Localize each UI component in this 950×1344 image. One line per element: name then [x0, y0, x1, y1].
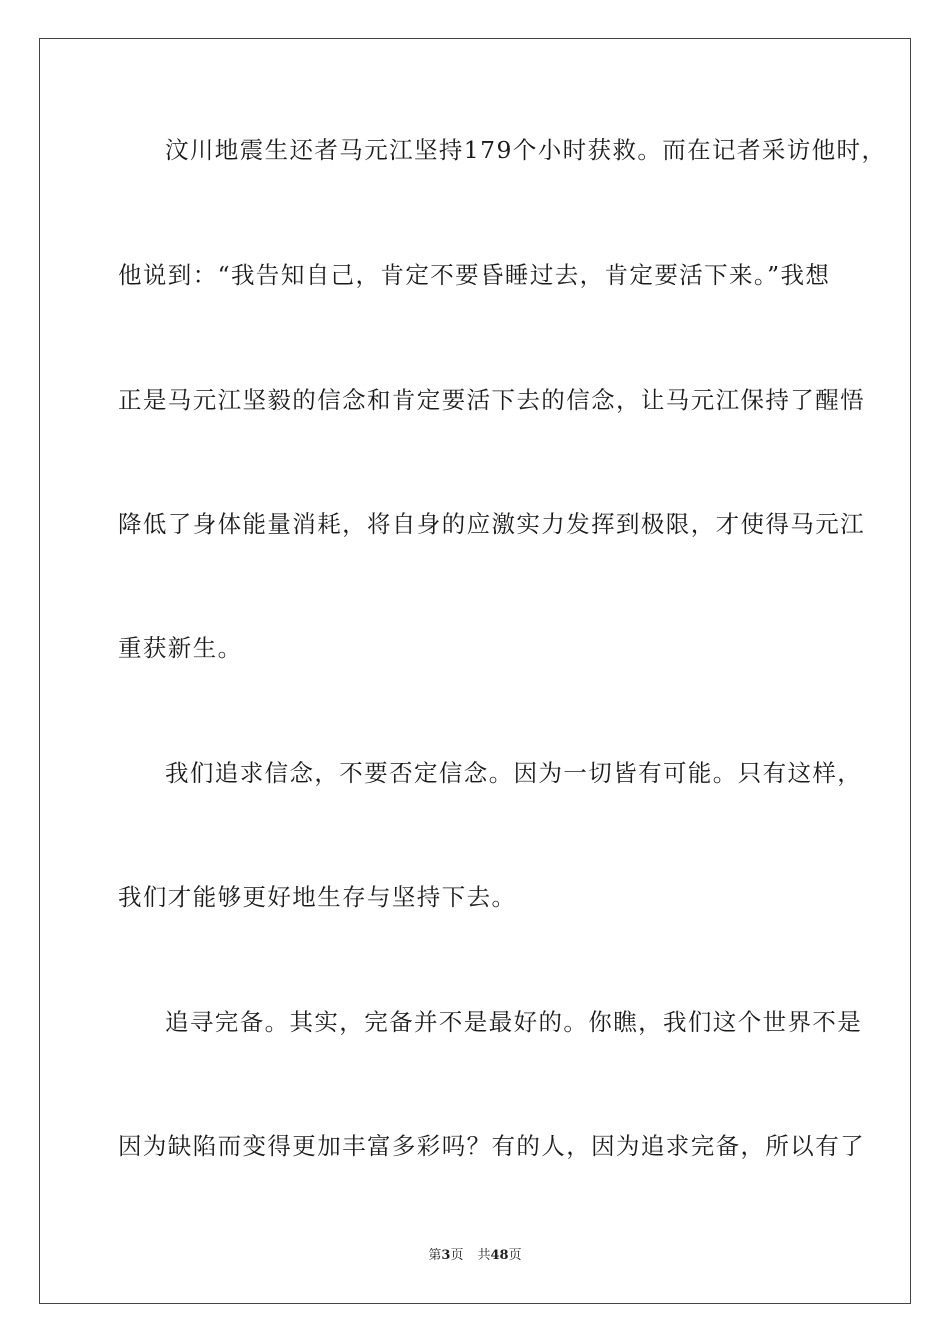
page-total-prefix: 共 [477, 1248, 491, 1263]
paragraph-line: 降低了身体能量消耗，将自身的应激实力发挥到极限，才使得马元江 [118, 510, 865, 538]
paragraph-line: 正是马元江坚毅的信念和肯定要活下去的信念，让马元江保持了醒悟 [118, 386, 865, 414]
paragraph-line: 因为缺陷而变得更加丰富多彩吗？有的人，因为追求完备，所以有了 [118, 1132, 865, 1160]
page-footer [0, 1248, 950, 1264]
page-number-prefix: 第 [428, 1248, 442, 1263]
page-number-current: 3 [441, 1248, 451, 1263]
page-number-suffix: 页 [450, 1248, 464, 1263]
paragraph-line: 追寻完备。其实，完备并不是最好的。你瞧，我们这个世界不是 [165, 1008, 863, 1036]
page-total-suffix: 页 [508, 1248, 522, 1263]
page-total: 48 [490, 1248, 509, 1263]
paragraph-line: 汶川地震生还者马元江坚持179个小时获救。而在记者采访他时， [165, 136, 887, 164]
page-border [39, 38, 911, 1304]
paragraph-line: 我们追求信念，不要否定信念。因为一切皆有可能。只有这样， [165, 759, 863, 787]
paragraph-line: 重获新生。 [118, 634, 243, 662]
paragraph-line: 我们才能够更好地生存与坚持下去。 [118, 883, 517, 911]
paragraph-line: 他说到：“我告知自己，肯定不要昏睡过去，肯定要活下来。”我想 [118, 261, 831, 289]
